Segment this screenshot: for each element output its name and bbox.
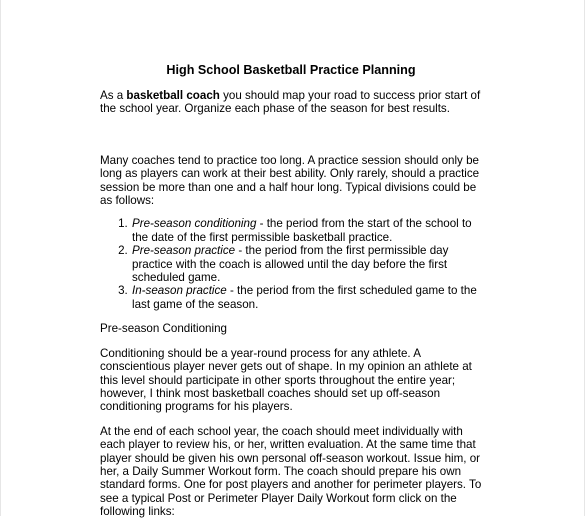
- document-body: [100, 62, 482, 519]
- evaluation-paragraph: At the end of each school year, the coach should meet individually with each player to review his, or her, written evaluation. At the same time that player should be given his own personal off-season workout. Issue him, or her, a Daily Summer Workout form. The coach should prepare his own standard forms. One for post players and another for perimeter players. To see a typical Post or Perimeter Player Daily Workout form click on the following links:: [100, 424, 482, 519]
- conditioning-paragraph: Conditioning should be a year-round process for any athlete. A conscientious player never gets out of shape. In my opinion an athlete at this level should participate in other sports throughout the entire year; however, I think most basketball coaches should set up off-season conditioning programs for his players.: [100, 346, 472, 414]
- phase-name: Pre-season conditioning: [132, 217, 257, 231]
- phase-description: - the period from the first permissible day practice with the coach is allowed until the day before the first scheduled game.: [132, 244, 449, 285]
- document-title: High School Basketball Practice Planning: [166, 63, 416, 77]
- phase-description: - the period from the first scheduled game to the last game of the season.: [132, 284, 477, 311]
- practice-length-paragraph: Many coaches tend to practice too long. A practice session should only be long as players can work at their best ability. Only rarely, should a practice session be more than one and a half hour long. Typical divisions could be as follows:: [100, 153, 480, 208]
- intro-bold-text: basketball coach: [126, 89, 220, 102]
- season-divisions-list: [100, 217, 482, 311]
- intro-paragraph: [100, 89, 482, 116]
- phase-name: In-season practice: [132, 284, 227, 298]
- section-heading: Pre-season Conditioning: [100, 322, 227, 336]
- list-item: [131, 284, 482, 311]
- intro-lead-text: As a: [100, 89, 127, 102]
- list-item: [131, 217, 482, 244]
- intro-rest-text: you should map your road to success prior start of the school year. Organize each phase of the season for best results.: [100, 89, 481, 116]
- phase-description: - the period from the start of the school to the date of the first permissible basketball practice.: [132, 217, 472, 244]
- list-item: [131, 244, 482, 284]
- phase-name: Pre-season practice: [132, 244, 236, 258]
